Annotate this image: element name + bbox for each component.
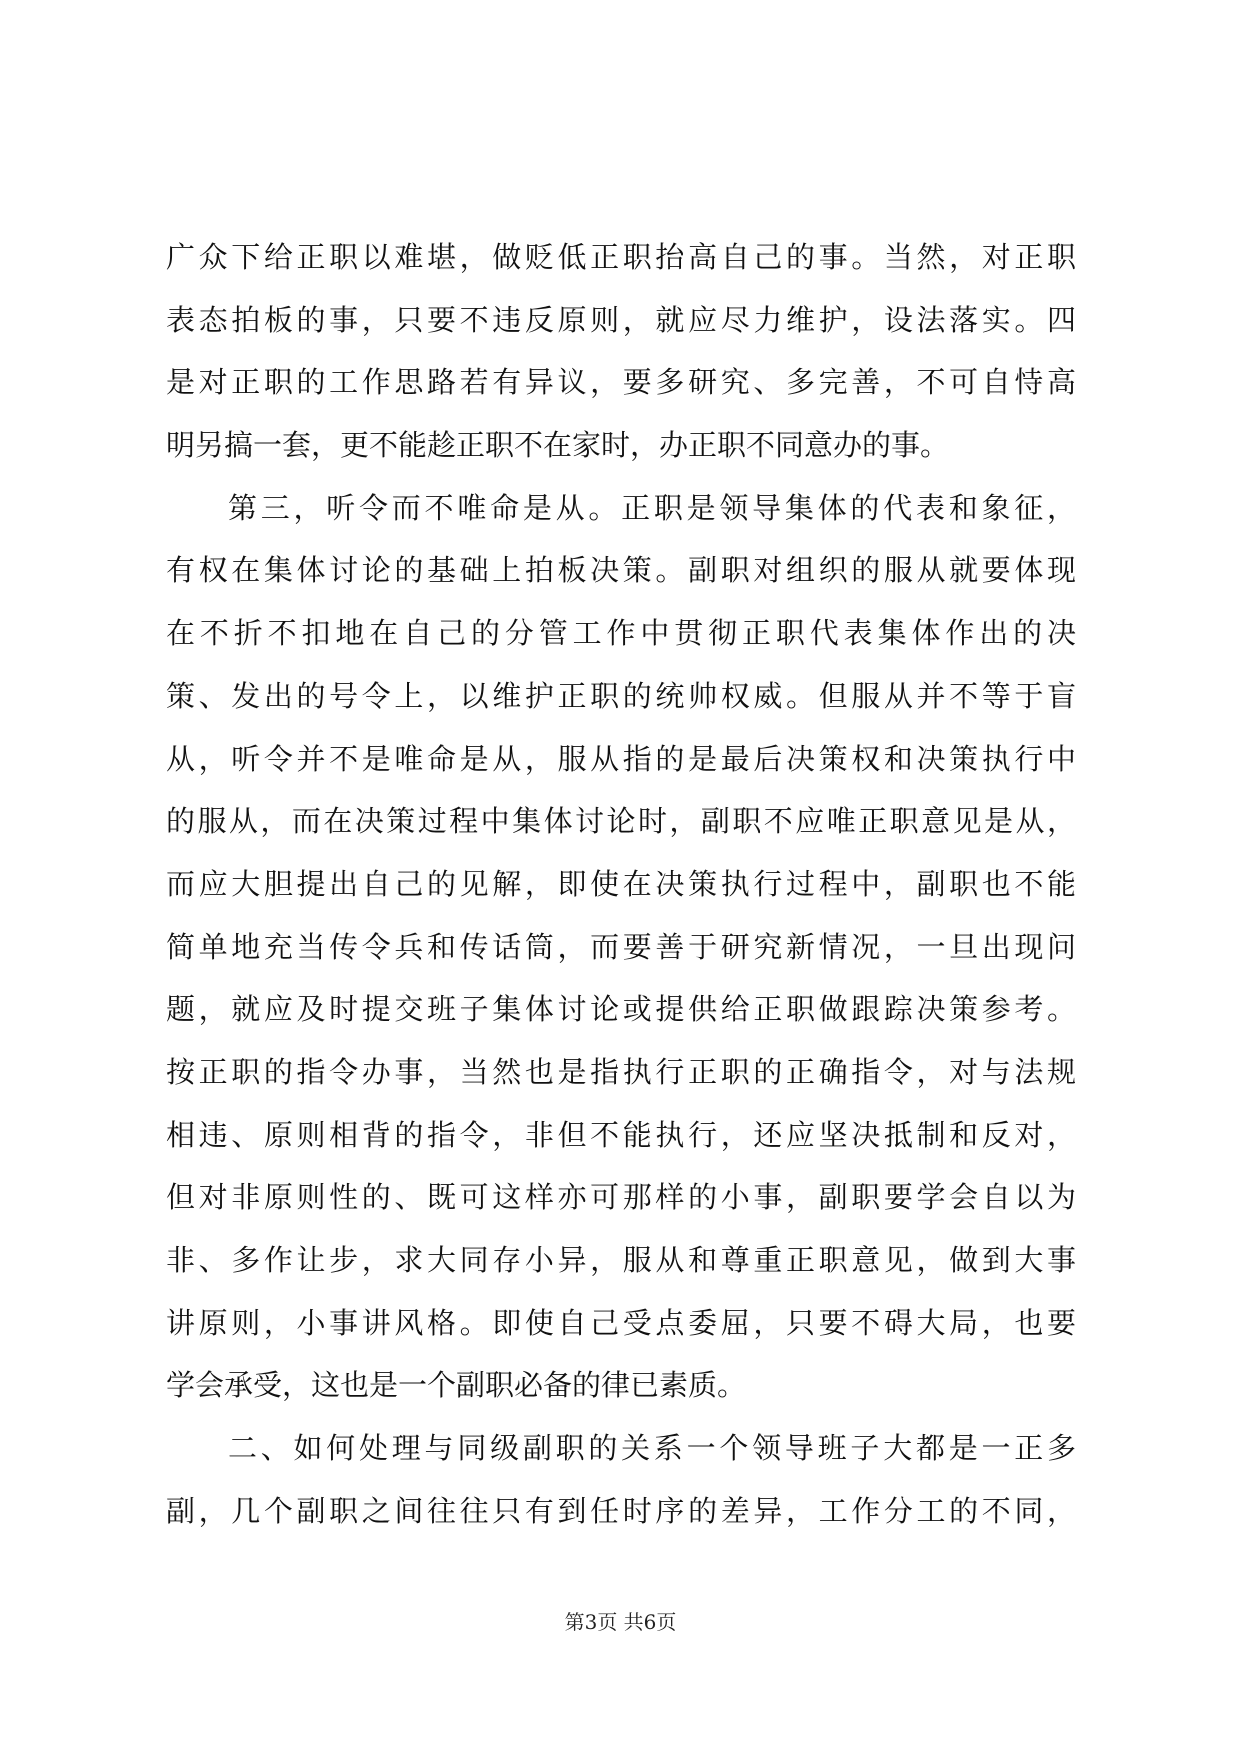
text-line: 广众下给正职以难堪，做贬低正职抬高自己的事。当然，对正职: [166, 240, 1076, 274]
text-line: 的服从，而在决策过程中集体讨论时，副职不应唯正职意见是从，: [166, 804, 1076, 839]
body-text: [166, 226, 1076, 1542]
text-line: 简单地充当传令兵和传话筒，而要善于研究新情况，一旦出现问: [166, 929, 1076, 964]
text-line: 而应大胆提出自己的见解，即使在决策执行过程中，副职也不能: [166, 866, 1076, 901]
text-line: 非、多作让步，求大同存小异，服从和尊重正职意见，做到大事: [166, 1243, 1076, 1277]
text-line: 但对非原则性的、既可这样亦可那样的小事，副职要学会自以为: [166, 1180, 1076, 1215]
text-line: 按正职的指令办事，当然也是指执行正职的正确指令，对与法规: [166, 1054, 1076, 1089]
text-line: 副，几个副职之间往往只有到任时序的差异，工作分工的不同，: [166, 1493, 1076, 1528]
page-footer: 第3页 共6页: [564, 1610, 677, 1634]
text-line: 明另搞一套，更不能趁正职不在家时，办正职不同意办的事。: [166, 428, 950, 463]
text-line: 策、发出的号令上，以维护正职的统帅权威。但服从并不等于盲: [166, 678, 1076, 713]
text-line: 二、如何处理与同级副职的关系一个领导班子大都是一正多: [228, 1431, 1076, 1466]
text-line: 是对正职的工作思路若有异议，要多研究、多完善，不可自恃高: [166, 365, 1076, 400]
text-line: 学会承受，这也是一个副职必备的律已素质。: [166, 1368, 747, 1403]
text-line: 题，就应及时提交班子集体讨论或提供给正职做跟踪决策参考。: [166, 992, 1076, 1027]
text-line: 讲原则，小事讲风格。即使自己受点委屈，只要不碍大局，也要: [166, 1305, 1076, 1340]
text-line: 从，听令并不是唯命是从，服从指的是最后决策权和决策执行中: [166, 741, 1076, 776]
text-line: 相违、原则相背的指令，非但不能执行，还应坚决抵制和反对，: [166, 1117, 1076, 1152]
text-line: 在不折不扣地在自己的分管工作中贯彻正职代表集体作出的决: [166, 616, 1076, 651]
text-line: 有权在集体讨论的基础上拍板决策。副职对组织的服从就要体现: [166, 553, 1076, 588]
text-line: 第三，听令而不唯命是从。正职是领导集体的代表和象征，: [228, 490, 1076, 525]
text-line: 表态拍板的事，只要不违反原则，就应尽力维护，设法落实。四: [166, 302, 1076, 337]
